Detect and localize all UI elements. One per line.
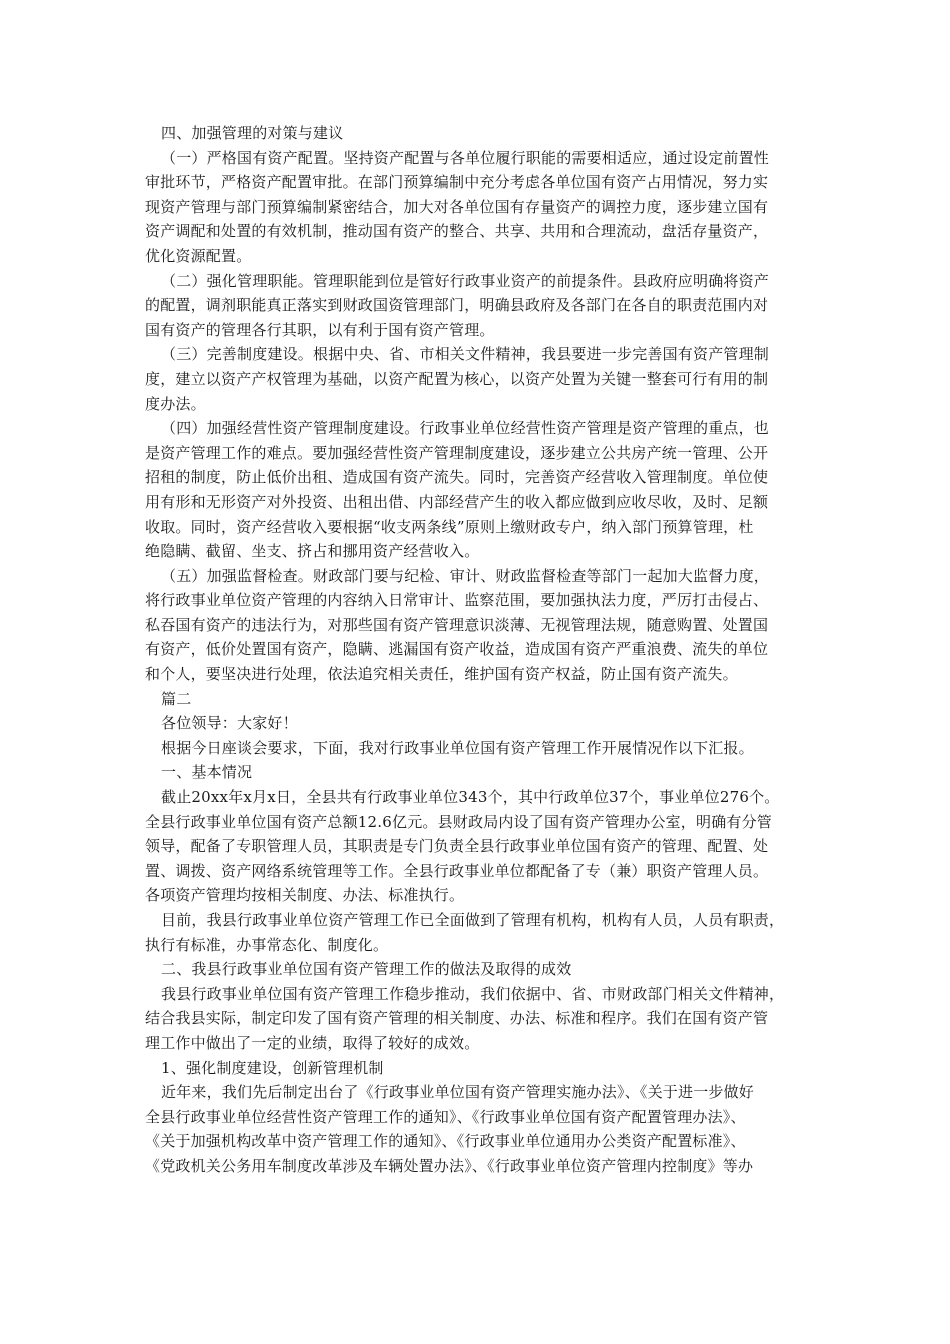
paragraph-line: 度办法。 — [145, 394, 206, 413]
paragraph-line: 结合我县实际，制定印发了国有资产管理的相关制度、办法、标准和程序。我们在国有资产管 — [145, 1009, 769, 1028]
section-heading: 1、强化制度建设，创新管理机制 — [161, 1058, 384, 1077]
paragraph-line: 是资产管理工作的难点。要加强经营性资产管理制度建设，逐步建立公共房产统一管理、公开 — [145, 443, 769, 462]
paragraph-line: 私吞国有资产的违法行为，对那些国有资产管理意识淡薄、无视管理法规，随意购置、处置国 — [145, 615, 769, 634]
paragraph-line: 全县行政事业单位经营性资产管理工作的通知》、《行政事业单位国有资产配置管理办法》、 — [145, 1107, 746, 1126]
paragraph-line: （三）完善制度建设。根据中央、省、市相关文件精神，我县要进一步完善国有资产管理制 — [161, 345, 770, 364]
paragraph-line: 近年来，我们先后制定出台了《行政事业单位国有资产管理实施办法》、《关于进一步做好 — [161, 1083, 755, 1102]
paragraph-line: 资产调配和处置的有效机制，推动国有资产的整合、共享、共用和合理流动，盘活存量资产， — [145, 222, 769, 241]
paragraph-line: 绝隐瞒、截留、坐支、挤占和挪用资产经营收入。 — [145, 542, 480, 561]
paragraph-line: 将行政事业单位资产管理的内容纳入日常审计、监察范围，要加强执法力度，严厉打击侵占、 — [145, 591, 769, 610]
paragraph-line: 的配置，调剂职能真正落实到财政国资管理部门，明确县政府及各部门在各自的职责范围内对 — [145, 296, 769, 315]
paragraph-line: 和个人，要坚决进行处理，依法追究相关责任，维护国有资产权益，防止国有资产流失。 — [145, 665, 738, 684]
paragraph-line: （二）强化管理职能。管理职能到位是管好行政事业资产的前提条件。县政府应明确将资产 — [161, 271, 770, 290]
paragraph-line: （一）严格国有资产配置。坚持资产配置与各单位履行职能的需要相适应，通过设定前置性 — [161, 148, 770, 167]
paragraph-line: 理工作中做出了一定的业绩，取得了较好的成效。 — [145, 1033, 480, 1052]
paragraph-line: 《党政机关公务用车制度改革涉及车辆处置办法》、《行政事业单位资产管理内控制度》等办 — [145, 1156, 754, 1175]
paragraph-line: 招租的制度，防止低价出租、造成国有资产流失。同时，完善资产经营收入管理制度。单位使 — [145, 468, 769, 487]
paragraph-line: 国有资产的管理各行其职，以有利于国有资产管理。 — [145, 320, 495, 339]
paragraph-line: 有资产，低价处置国有资产，隐瞒、逃漏国有资产收益，造成国有资产严重浪费、流失的单位 — [145, 640, 769, 659]
paragraph-line: 度，建立以资产产权管理为基础，以资产配置为核心，以资产处置为关键一整套可行有用的制 — [145, 369, 769, 388]
paragraph-line: 优化资源配置。 — [145, 246, 252, 265]
paragraph-line: 根据今日座谈会要求，下面，我对行政事业单位国有资产管理工作开展情况作以下汇报。 — [161, 738, 754, 757]
section-heading: 四、加强管理的对策与建议 — [161, 124, 344, 142]
paragraph-line: （四）加强经营性资产管理制度建设。行政事业单位经营性资产管理是资产管理的重点，也 — [161, 419, 770, 438]
section-heading: 二、我县行政事业单位国有资产管理工作的做法及取得的成效 — [161, 960, 572, 979]
document-body — [145, 121, 813, 1179]
paragraph-line: 置、调拨、资产网络系统管理等工作。全县行政事业单位都配备了专（兼）职资产管理人员。 — [145, 861, 769, 880]
paragraph-line: 目前，我县行政事业单位资产管理工作已全面做到了管理有机构，机构有人员，人员有职责， — [161, 911, 785, 929]
paragraph-line: 截止20xx年x月x日，全县共有行政事业单位343个，其中行政单位37个，事业单位276个。 — [161, 788, 780, 807]
paragraph-line: （五）加强监督检查。财政部门要与纪检、审计、财政监督检查等部门一起加大监督力度， — [161, 566, 770, 585]
paragraph-line: 《关于加强机构改革中资产管理工作的通知》、《行政事业单位通用办公类资产配置标准》、 — [145, 1132, 746, 1151]
paragraph-line: 各项资产管理均按相关制度、办法、标准执行。 — [145, 886, 465, 905]
paragraph-line: 用有形和无形资产对外投资、出租出借、内部经营产生的收入都应做到应收尽收，及时、足额 — [145, 492, 769, 511]
section-heading: 一、基本情况 — [161, 763, 253, 782]
paragraph-line: 全县行政事业单位国有资产总额12.6亿元。县财政局内设了国有资产管理办公室，明确有分管 — [145, 812, 773, 831]
paragraph-line: 审批环节，严格资产配置审批。在部门预算编制中充分考虑各单位国有资产占用情况，努力实 — [145, 173, 769, 192]
paragraph-line: 领导，配备了专职管理人员，其职责是专门负责全县行政事业单位国有资产的管理、配置、处 — [145, 837, 769, 856]
paragraph-line: 现资产管理与部门预算编制紧密结合，加大对各单位国有存量资产的调控力度，逐步建立国有 — [145, 197, 769, 216]
section-heading: 篇二 — [161, 689, 192, 708]
paragraph-line: 我县行政事业单位国有资产管理工作稳步推动，我们依据中、省、市财政部门相关文件精神， — [161, 984, 785, 1003]
paragraph-line: 执行有标准，办事常态化、制度化。 — [145, 935, 389, 954]
paragraph-line: 收取。同时，资产经营收入要根据“收支两条线”原则上缴财政专户，纳入部门预算管理，杜 — [145, 517, 754, 536]
paragraph-line: 各位领导：大家好！ — [161, 714, 298, 733]
